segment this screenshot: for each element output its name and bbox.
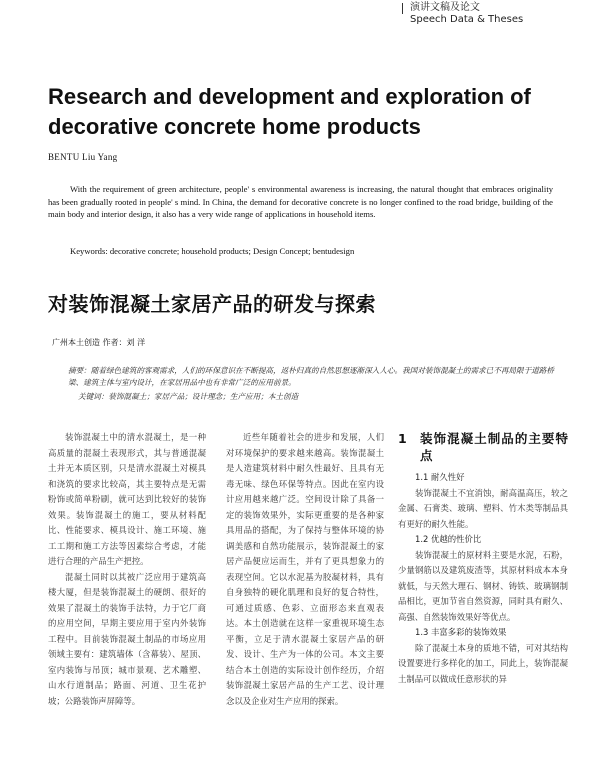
paragraph: 混凝土同时以其被广泛应用于建筑高楼大厦，但是装饰混凝土的硬朗、很好的效果了混凝土的装饰手法特，力于它厂商的应用空间，早期主要应用于室内外装饰工程中。目前装饰混凝土制品的市场应用领域主要有：建筑墙体（含幕装）、屋顶、室内装饰与吊顶；城市景观、艺术雕塑、山水行道制品；路面、河道、卫生花护坡；公路装饰声屏障等。: [48, 571, 206, 706]
body-column-3: [398, 430, 568, 687]
section-title: 装饰混凝土制品的主要特点: [420, 431, 568, 463]
english-title: Research and development and exploration of decorative concrete home products: [48, 84, 531, 139]
chinese-abstract: 摘要：随着绿色建筑的客观需求，人们的环保意识在不断提高，返朴归真的自然思想逐渐深入人心。我国对装饰混凝土的需求已不再局限于道路桥梁、建筑主体与室内设计，在家居用品中也有非常广泛的应用前景。: [68, 366, 554, 387]
english-abstract: With the requirement of green architecture, people' s environmental awareness is increasing, the natural thought that embraces originality has been gradually rooted in people' s mind. In China, the demand for decorative concrete is no longer confined to the road bridge, building of the main body and interior design, it also has a very wide range of applications in household items.: [48, 184, 553, 219]
paragraph: 装饰混凝土不宜消蚀，耐高温高压，较之金属、石膏类、玻璃、塑料、竹木类等制品具有更好的耐久性能。: [398, 487, 568, 529]
paragraph: 除了混凝土本身的质地不错，可对其结构设置要进行多样化的加工，同此上，装饰混凝土制品可以做成任意形状的异: [398, 642, 568, 684]
chinese-keywords: 关键词：装饰混凝土；家居产品；设计理念；生产应用；本土创造: [78, 392, 299, 401]
english-authors: BENTU Liu Yang: [48, 152, 118, 162]
section-heading: [398, 430, 568, 464]
body-column-2: [226, 430, 384, 709]
header-section-cn: 演讲文稿及论文: [410, 2, 480, 13]
running-header: [410, 2, 595, 26]
body-column-1: [48, 430, 206, 709]
chinese-title: 对装饰混凝土家居产品的研发与探索: [48, 292, 376, 316]
chinese-authors: 广州本土创造 作者：刘 洋: [52, 338, 146, 347]
header-divider: [402, 3, 403, 14]
paragraph: 装饰混凝土的原材料主要是水泥，石粉，少量钢筋以及建筑废渣等，其原材料成本本身就低，与天然大理石、钢材、铸铁、玻璃钢制品相比，更加节省自然资源，同时具有耐久、高强、自然装饰效果好等优点。: [398, 549, 568, 622]
subsection-heading: 1.1 耐久性好: [415, 472, 465, 482]
paragraph: 近些年随着社会的进步和发展，人们对环境保护的要求越来越高。装饰混凝土是人造建筑材料中耐久性最好、且具有无毒无味、绿色环保等特点。因此在室内设计应用越来越广泛。空间设计除了具备一定的装饰效果外，实际更重要的是各种家具用品的搭配，为了保持与整体环境的协调美感和自然功能展示，装饰混凝土的家居产品便应运而生，并有了更具想象力的表现空间。它以水泥基为胶凝材料，具有自身独特的硬化肌理和良好的复合特性，可通过质感、色彩、立面形态来直观表达。本土创造就在这样一家重视环境生态平衡，立足于清水混凝土家居产品的研发、设计、生产为一体的公司。本文主要结合本土创造的实际设计创作经历，介绍装饰混凝土家居产品的生产工艺、设计理念以及企业对生产应用的探索。: [226, 432, 384, 706]
subsection-heading: 1.2 优越的性价比: [415, 534, 482, 544]
header-section-en: Speech Data & Theses: [410, 14, 524, 25]
section-number: 1: [398, 431, 407, 446]
paragraph: 装饰混凝土中的清水混凝土，是一种高质量的混凝土表现形式，其与普通混凝土并无本质区别，只是清水混凝土对模具和浇筑的要求比较高，其主要特点是无需粉饰或简单粉刷，就可达到比较好的装饰效果。装饰混凝土的施工，要从材料配比、性能要求、模具设计、施工环境、施工工期和施工方法等因素综合考虑，才能进行合理的产品生产把控。: [48, 432, 206, 566]
subsection-heading: 1.3 丰富多彩的装饰效果: [415, 627, 507, 637]
english-keywords: Keywords: decorative concrete; household products; Design Concept; bentudesign: [70, 246, 355, 256]
